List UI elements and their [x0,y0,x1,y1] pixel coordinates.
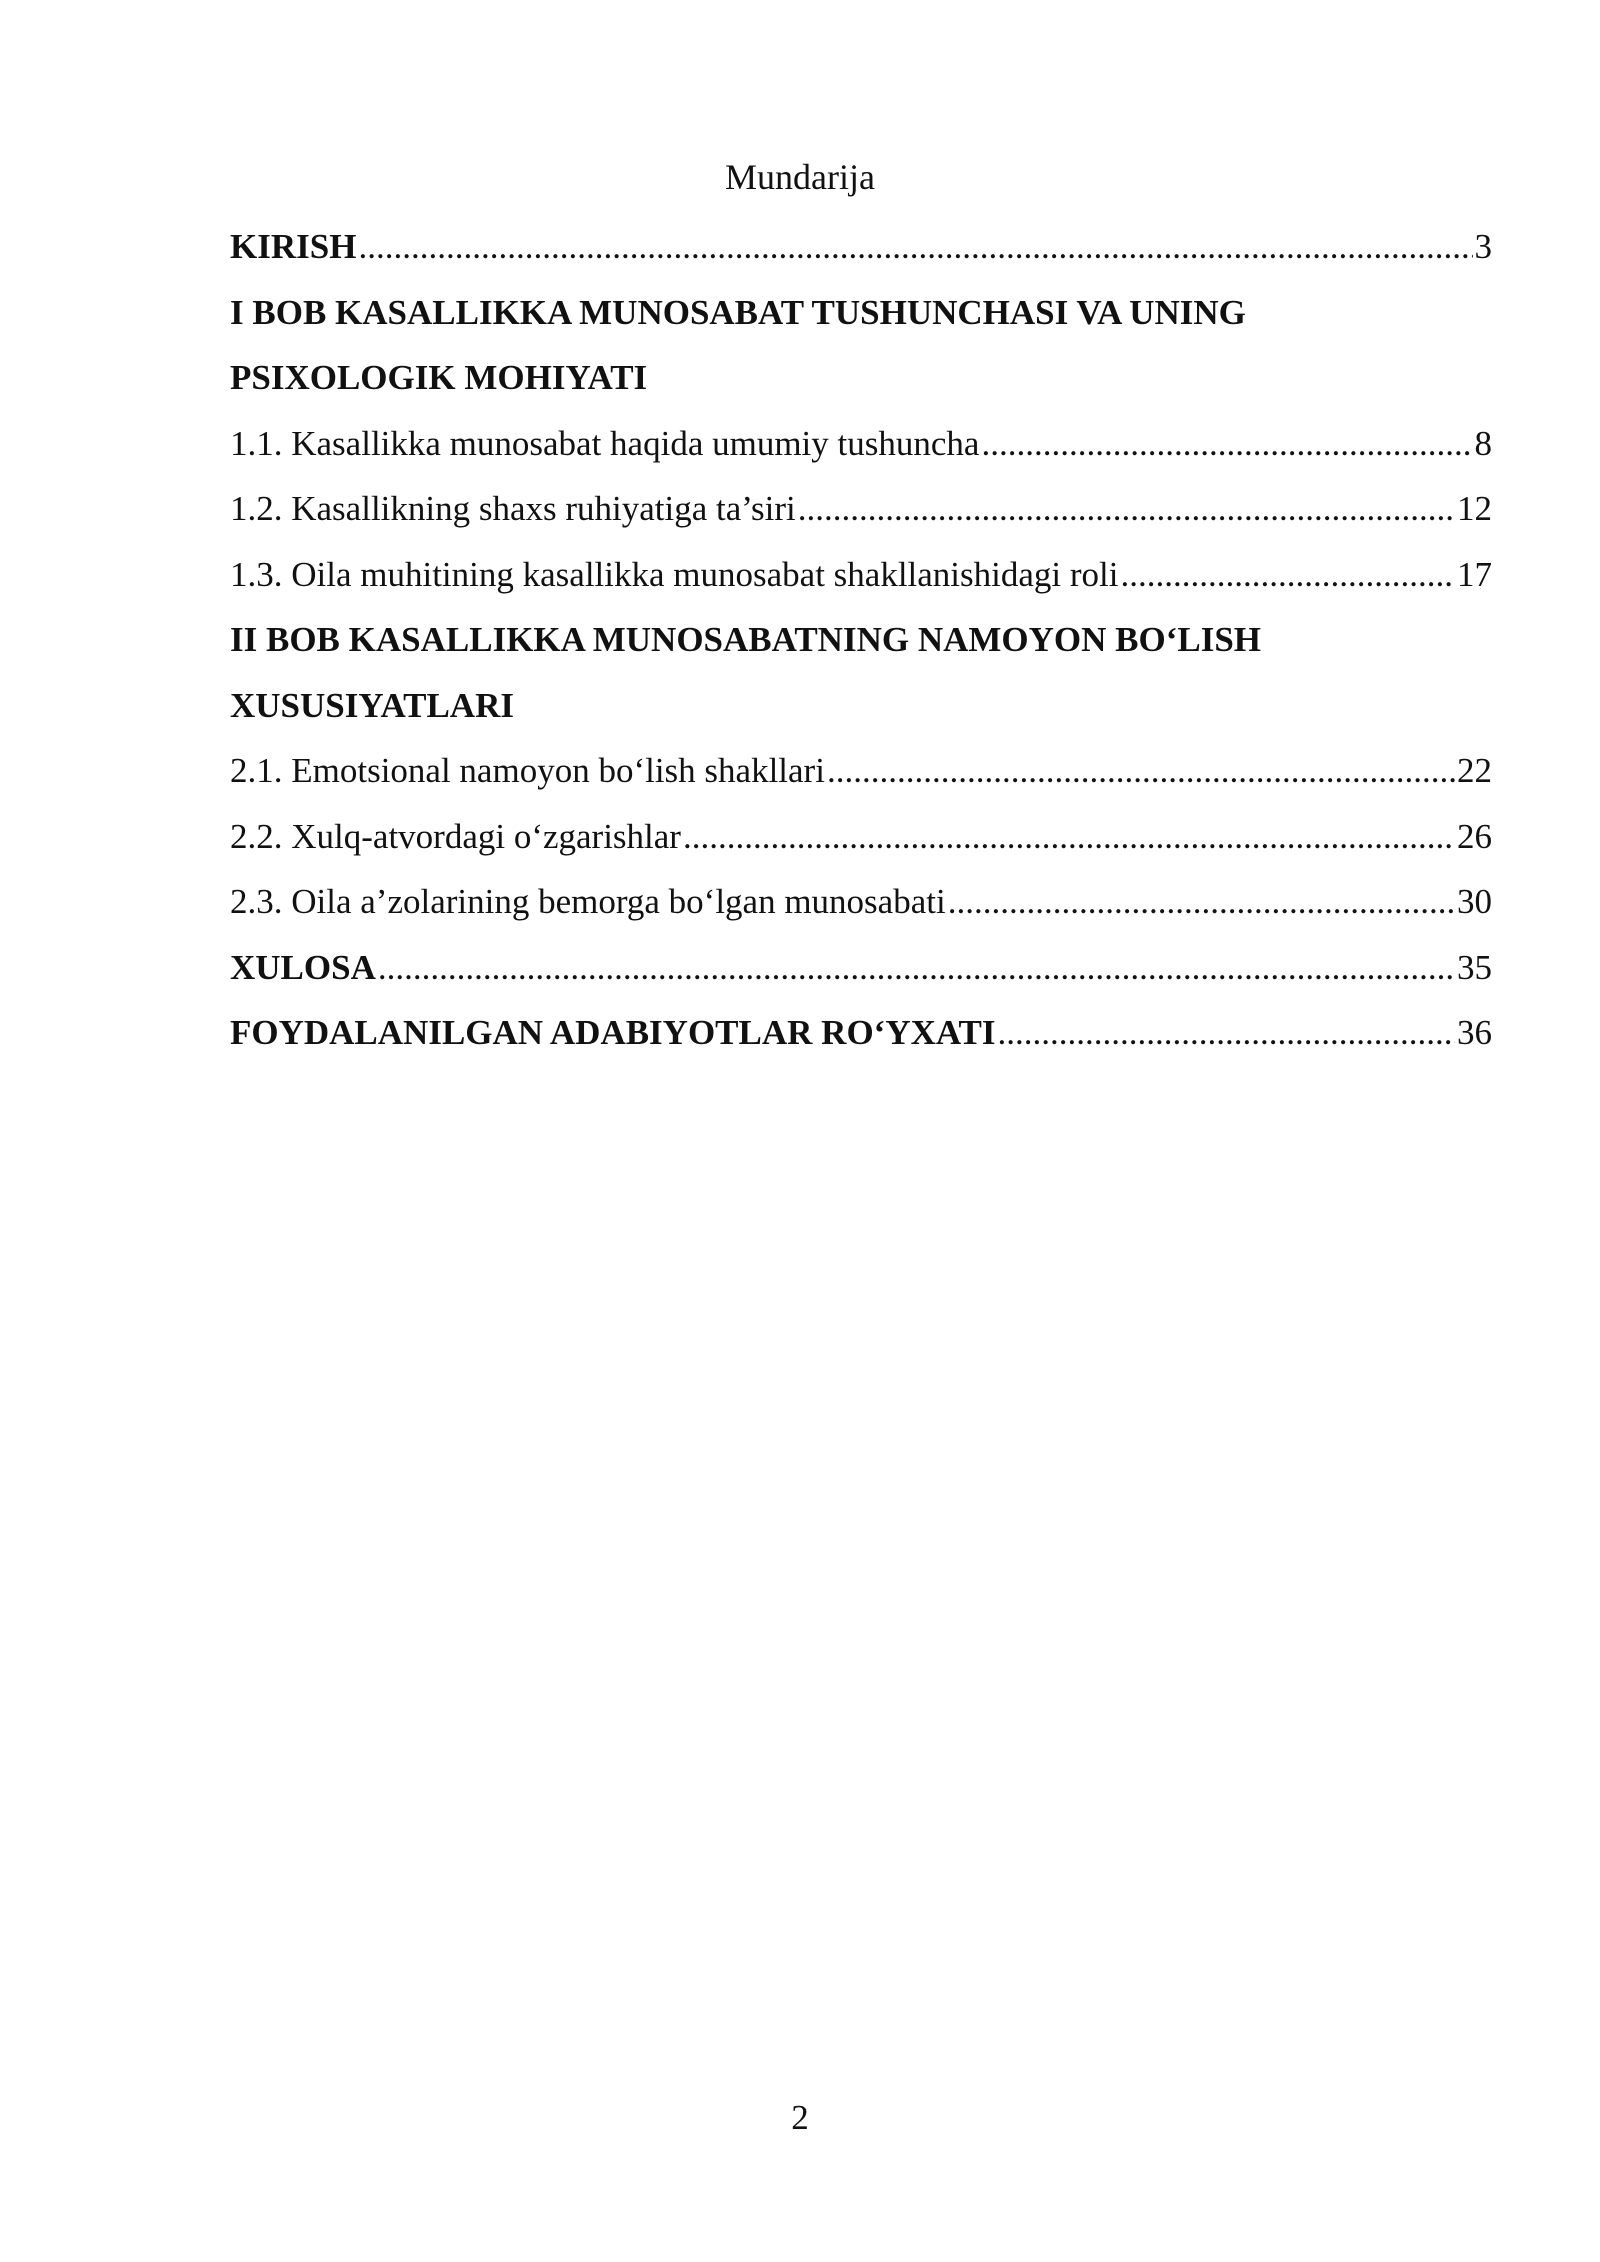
toc-chapter-heading: II BOB KASALLIKKA MUNOSABATNING NAMOYON BO‘LISH [230,620,1262,659]
toc-leader-dots [378,935,1455,1001]
toc-page-number: 8 [1474,423,1492,463]
toc-entry-text: 1.1. Kasallikka munosabat haqida umumiy tushuncha [230,423,980,463]
page-number: 2 [791,2098,809,2137]
table-of-contents [230,214,1492,1066]
toc-entry-2-1[interactable] [230,738,1492,804]
toc-page-number: 3 [1474,227,1492,266]
toc-entry-1-1[interactable] [230,411,1492,477]
toc-entry-text: XULOSA [230,947,376,987]
toc-entry-text: FOYDALANILGAN ADABIYOTLAR RO‘YXATI [230,1013,996,1052]
toc-entry-text: KIRISH [230,227,357,266]
toc-leader-dots [358,214,1472,280]
toc-entry-2-3[interactable] [230,869,1492,935]
toc-leader-dots [981,411,1472,477]
toc-page-number: 22 [1457,751,1492,790]
toc-entry-text: 1.3. Oila muhitining kasallikka munosabat shakllanishidagi roli [230,554,1119,594]
toc-entry-xulosa[interactable] [230,935,1492,1001]
toc-entry-adabiyotlar[interactable] [230,1000,1492,1066]
toc-page-number: 17 [1457,554,1492,594]
toc-leader-dots [683,804,1455,870]
toc-page-number: 36 [1457,1013,1492,1052]
toc-entry-1-3[interactable] [230,542,1492,608]
toc-page-number: 26 [1457,816,1492,856]
toc-leader-dots [798,476,1455,542]
page-title: Mundarija [725,157,875,197]
toc-entry-1-2[interactable] [230,476,1492,542]
toc-leader-dots [948,869,1455,935]
toc-entry-text: 2.3. Oila a’zolarining bemorga bo‘lgan munosabati [230,882,946,921]
toc-leader-dots [1120,542,1455,608]
toc-leader-dots [998,1000,1455,1066]
toc-page-number: 12 [1457,489,1492,528]
toc-entry-2-2[interactable] [230,804,1492,870]
toc-leader-dots [827,738,1455,804]
toc-page-number: 35 [1457,947,1492,987]
toc-chapter-heading: I BOB KASALLIKKA MUNOSABAT TUSHUNCHASI VA UNING [230,292,1246,332]
toc-page-number: 30 [1457,882,1492,921]
toc-chapter-heading: XUSUSIYATLARI [230,685,514,725]
toc-entry-text: 1.2. Kasallikning shaxs ruhiyatiga ta’siri [230,489,796,528]
toc-chapter-heading: PSIXOLOGIK MOHIYATI [230,358,648,397]
toc-entry-kirish[interactable] [230,214,1492,280]
toc-entry-text: 2.1. Emotsional namoyon bo‘lish shakllari [230,751,825,790]
toc-entry-text: 2.2. Xulq-atvordagi o‘zgarishlar [230,816,681,856]
